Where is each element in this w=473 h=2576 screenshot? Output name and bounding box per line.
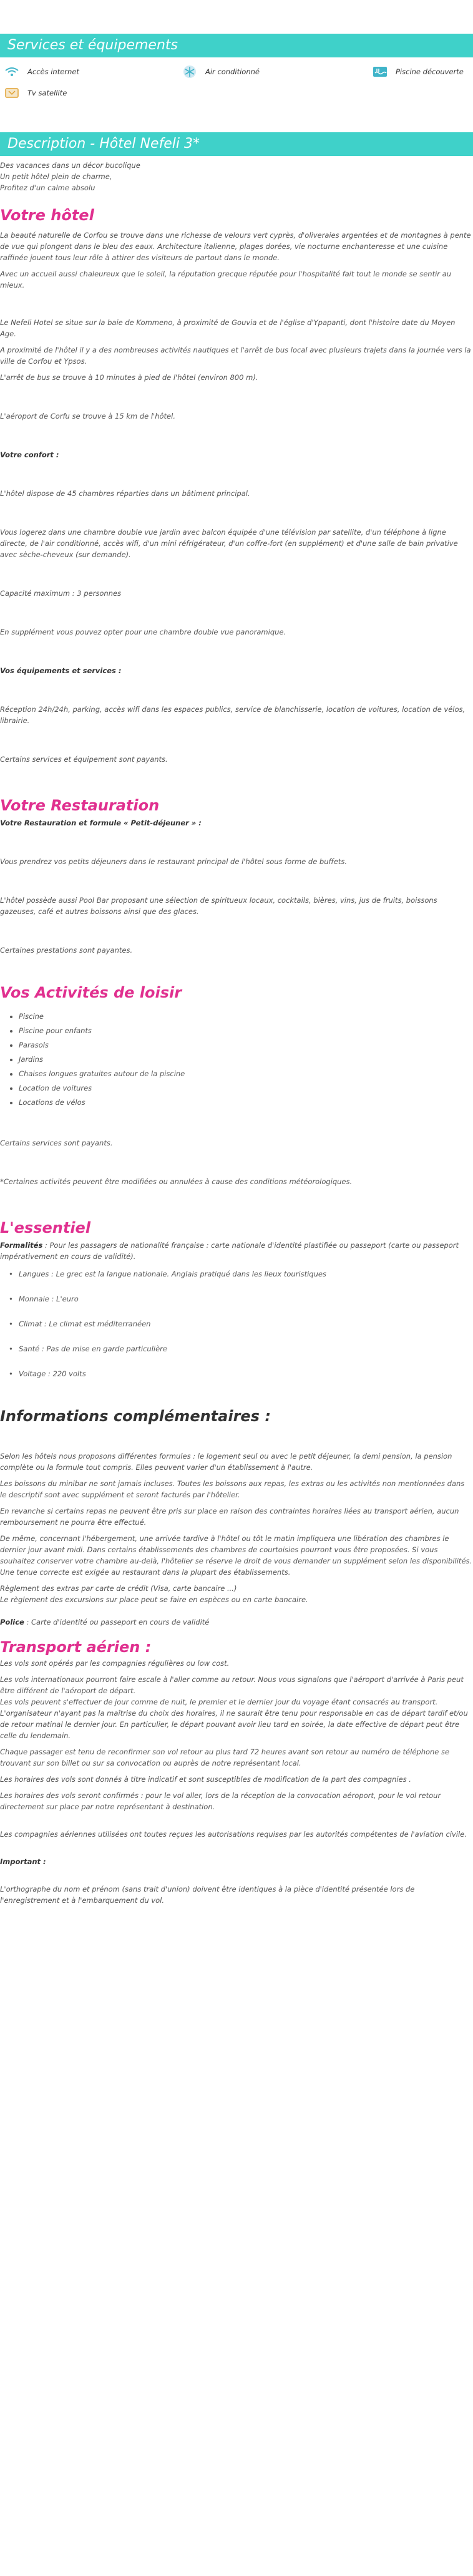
equip-item-clim	[183, 61, 373, 82]
list-item: • Santé : Pas de mise en garde particulière	[9, 1344, 167, 1353]
transport-paragraph: L'orthographe du nom et prénom (sans trait d'union) doivent être identiques à la pièce d'identité présentée lors de l'enregistrement et à l'embarquement du vol.	[0, 1885, 415, 1905]
formalites-text: : Pour les passagers de nationalité française : carte nationale d'identité plastifiée ou passeport (carte ou passeport impérativement en cours de validité).	[0, 1241, 459, 1261]
list-item: • Location de voitures	[19, 1081, 473, 1096]
restauration-title: Votre Restauration	[0, 797, 160, 814]
description-intro	[0, 160, 473, 193]
infos-paragraph: Une tenue correcte est exigée au restaurant dans la plupart des établissements.	[0, 1568, 291, 1577]
transport-paragraph: Les horaires des vols seront confirmés : pour le vol aller, lors de la réception de la convocation aéroport, pour le vol retour directement sur place par notre représentant à destination.	[0, 1791, 441, 1811]
list-item: • Locations de vélos	[19, 1096, 473, 1110]
infos-paragraph: Le règlement des excursions sur place peut se faire en espèces ou en carte bancaire.	[0, 1595, 308, 1604]
equip-item-internet	[5, 61, 183, 82]
formalites-label: Formalités	[0, 1241, 43, 1250]
hotel-paragraph: Capacité maximum : 3 personnes	[0, 589, 122, 598]
snowflake-icon	[183, 65, 197, 79]
hotel-paragraph: L'arrêt de bus se trouve à 10 minutes à pied de l'hôtel (environ 800 m).	[0, 373, 258, 382]
infos-paragraph: Règlement des extras par carte de crédit (Visa, carte bancaire ...)	[0, 1584, 237, 1593]
hotel-paragraph: En supplément vous pouvez opter pour une chambre double vue panoramique.	[0, 628, 286, 636]
equip-services-title: Vos équipements et services :	[0, 666, 122, 675]
list-item: • Voltage : 220 volts	[9, 1369, 86, 1378]
list-item: • Piscine	[19, 1009, 473, 1024]
page	[0, 34, 473, 2576]
important-title: Important :	[0, 1857, 46, 1866]
intro-line: Un petit hôtel plein de charme,	[0, 172, 112, 181]
transport-title: Transport aérien :	[0, 1638, 152, 1656]
hotel-paragraph: Vous logerez dans une chambre double vue jardin avec balcon équipée d'une télévision par satellite, d'un téléphone à ligne directe, de l'air conditionné, accès wifi, d'un mini réfrigérateur, d'un coffre-fort (en supplément) et d'une salle de bain privative avec sèche-cheveux (sur demande).	[0, 528, 458, 559]
transport-paragraph: Chaque passager est tenu de reconfirmer son vol retour au plus tard 72 heures avant son retour au numéro de téléphone se trouvant sur son billet ou sur sa convocation ou auprès de notre représentant local.	[0, 1747, 450, 1767]
hotel-paragraph: Le Nefeli Hotel se situe sur la baie de Kommeno, à proximité de Gouvia et de l'église d'Ypapanti, dont l'histoire date du Moyen Age.	[0, 318, 456, 338]
intro-line: Des vacances dans un décor bucolique	[0, 161, 140, 170]
equip-label: Accès internet	[27, 67, 79, 76]
loisirs-paragraph: Certains services sont payants.	[0, 1139, 113, 1147]
description-header: Description - Hôtel Nefeli 3*	[0, 132, 473, 156]
infos-title: Informations complémentaires :	[0, 1407, 271, 1425]
transport-paragraph: Les horaires des vols sont donnés à titre indicatif et sont susceptibles de modification de la part des compagnies .	[0, 1775, 411, 1784]
restauration-paragraph: L'hôtel possède aussi Pool Bar proposant une sélection de spiritueux locaux, cocktails, bières, vins, jus de fruits, boissons gazeuses, café et autres boissons ainsi que des glaces.	[0, 896, 437, 916]
formalites-paragraph	[0, 1240, 473, 1262]
equip-item-piscine	[373, 61, 467, 82]
list-item: • Climat : Le climat est méditerranéen	[9, 1320, 151, 1328]
list-item: • Jardins	[19, 1052, 473, 1067]
equip-label: Piscine découverte	[396, 67, 464, 76]
intro-line: Profitez d'un calme absolu	[0, 183, 95, 192]
loisirs-paragraph: *Certaines activités peuvent être modifiées ou annulées à cause des conditions météorologiques.	[0, 1177, 353, 1186]
equip-label: Air conditionné	[205, 67, 260, 76]
hotel-paragraph: Certains services et équipement sont payants.	[0, 755, 168, 764]
confort-title: Votre confort :	[0, 450, 59, 459]
hotel-paragraph: Réception 24h/24h, parking, accès wifi dans les espaces publics, service de blanchisserie, location de voitures, location de vélos, librairie.	[0, 705, 466, 725]
wifi-icon	[5, 67, 19, 77]
transport-paragraph: Les vols peuvent s'effectuer de jour comme de nuit, le premier et le dernier jour du voyage étant consacrés au transport. L'organisateur n'ayant pas la maîtrise du choix des horaires, il ne saurait être tenu pour responsable en cas de départ tardif et/ou de retour matinal le dernier jour. En particulier, le départ pouvant avoir lieu tard en soirée, la date effective de départ peut être celle du lendemain.	[0, 1698, 468, 1740]
hotel-paragraph: L'hôtel dispose de 45 chambres réparties dans un bâtiment principal.	[0, 489, 250, 498]
list-item: • Chaises longues gratuites autour de la piscine	[19, 1067, 473, 1081]
tv-icon	[5, 87, 19, 99]
police-label: Police	[0, 1618, 24, 1626]
list-item: • Parasols	[19, 1038, 473, 1052]
hotel-paragraph: Avec un accueil aussi chaleureux que le soleil, la réputation grecque réputée pour l'hospitalité fait tout le monde se sentir au mieux.	[0, 270, 452, 289]
loisirs-list	[0, 1009, 473, 1110]
transport-paragraph: Les vols sont opérés par les compagnies régulières ou low cost.	[0, 1659, 230, 1668]
restauration-paragraph: Certaines prestations sont payantes.	[0, 946, 133, 955]
police-paragraph	[0, 1616, 473, 1628]
equipements-header: Services et équipements	[0, 34, 473, 57]
essentiel-title: L'essentiel	[0, 1219, 91, 1237]
list-item: • Piscine pour enfants	[19, 1024, 473, 1038]
hotel-paragraph: A proximité de l'hôtel il y a des nombreuses activités nautiques et l'arrêt de bus local avec plusieurs trajets dans la journée vers la ville de Corfou et Ypsos.	[0, 346, 471, 366]
list-item: • Langues : Le grec est la langue nationale. Anglais pratiqué dans les lieux touristiques	[9, 1270, 326, 1278]
equip-label: Tv satellite	[27, 89, 67, 97]
infos-paragraph: De même, concernant l'hébergement, une arrivée tardive à l'hôtel ou tôt le matin impliquera une libération des chambres le dernier jour avant midi. Dans certains établissements des chambres de courtoisies pourront vous être proposées. Si vous souhaitez conserver votre chambre au-delà, l'hôtelier se réserve le droit de vous demander un supplément selon les disponibilités.	[0, 1534, 472, 1565]
restauration-formule: Votre Restauration et formule « Petit-déjeuner » :	[0, 819, 202, 827]
infos-paragraph: En revanche si certains repas ne peuvent être pris sur place en raison des contraintes horaires liées au transport aérien, aucun remboursement ne pourra être effectué.	[0, 1507, 459, 1527]
infos-paragraph: Selon les hôtels nous proposons différentes formules : le logement seul ou avec le petit déjeuner, la demi pension, la pension complète ou la formule tout compris. Elles peuvent varier d'un établissement à l'autre.	[0, 1452, 452, 1472]
hotel-title: Votre hôtel	[0, 207, 94, 224]
equipements-list	[0, 57, 473, 104]
hotel-paragraph: L'aéroport de Corfu se trouve à 15 km de l'hôtel.	[0, 412, 175, 420]
infos-paragraph: Les boissons du minibar ne sont jamais incluses. Toutes les boissons aux repas, les extras ou les activités non mentionnées dans le descriptif sont avec supplément et seront facturés par l'hôtelier.	[0, 1479, 465, 1499]
pool-icon	[373, 67, 387, 77]
transport-paragraph: Les compagnies aériennes utilisées ont toutes reçues les autorisations requises par les autorités compétentes de l'aviation civile.	[0, 1830, 467, 1839]
loisirs-title: Vos Activités de loisir	[0, 984, 182, 1001]
police-text: : Carte d'identité ou passeport en cours de validité	[24, 1618, 210, 1626]
equip-item-tv	[5, 82, 183, 104]
list-item: • Monnaie : L'euro	[9, 1295, 79, 1303]
hotel-paragraph: La beauté naturelle de Corfou se trouve dans une richesse de velours vert cyprès, d'oliveraies argentées et de montagnes à pente de vue qui plongent dans le bleu des eaux. Architecture italienne, plages dorées, vie nocturne enchanteresse et une cuisine raffinée jouent tous leur rôle à attirer des visiteurs de partout dans le monde.	[0, 231, 471, 262]
essentiel-list	[0, 1266, 473, 1382]
transport-paragraph: Les vols internationaux pourront faire escale à l'aller comme au retour. Nous vous signalons que l'aéroport d'arrivée à Paris peut être différent de l'aéroport de départ.	[0, 1675, 464, 1695]
restauration-paragraph: Vous prendrez vos petits déjeuners dans le restaurant principal de l'hôtel sous forme de buffets.	[0, 857, 348, 866]
